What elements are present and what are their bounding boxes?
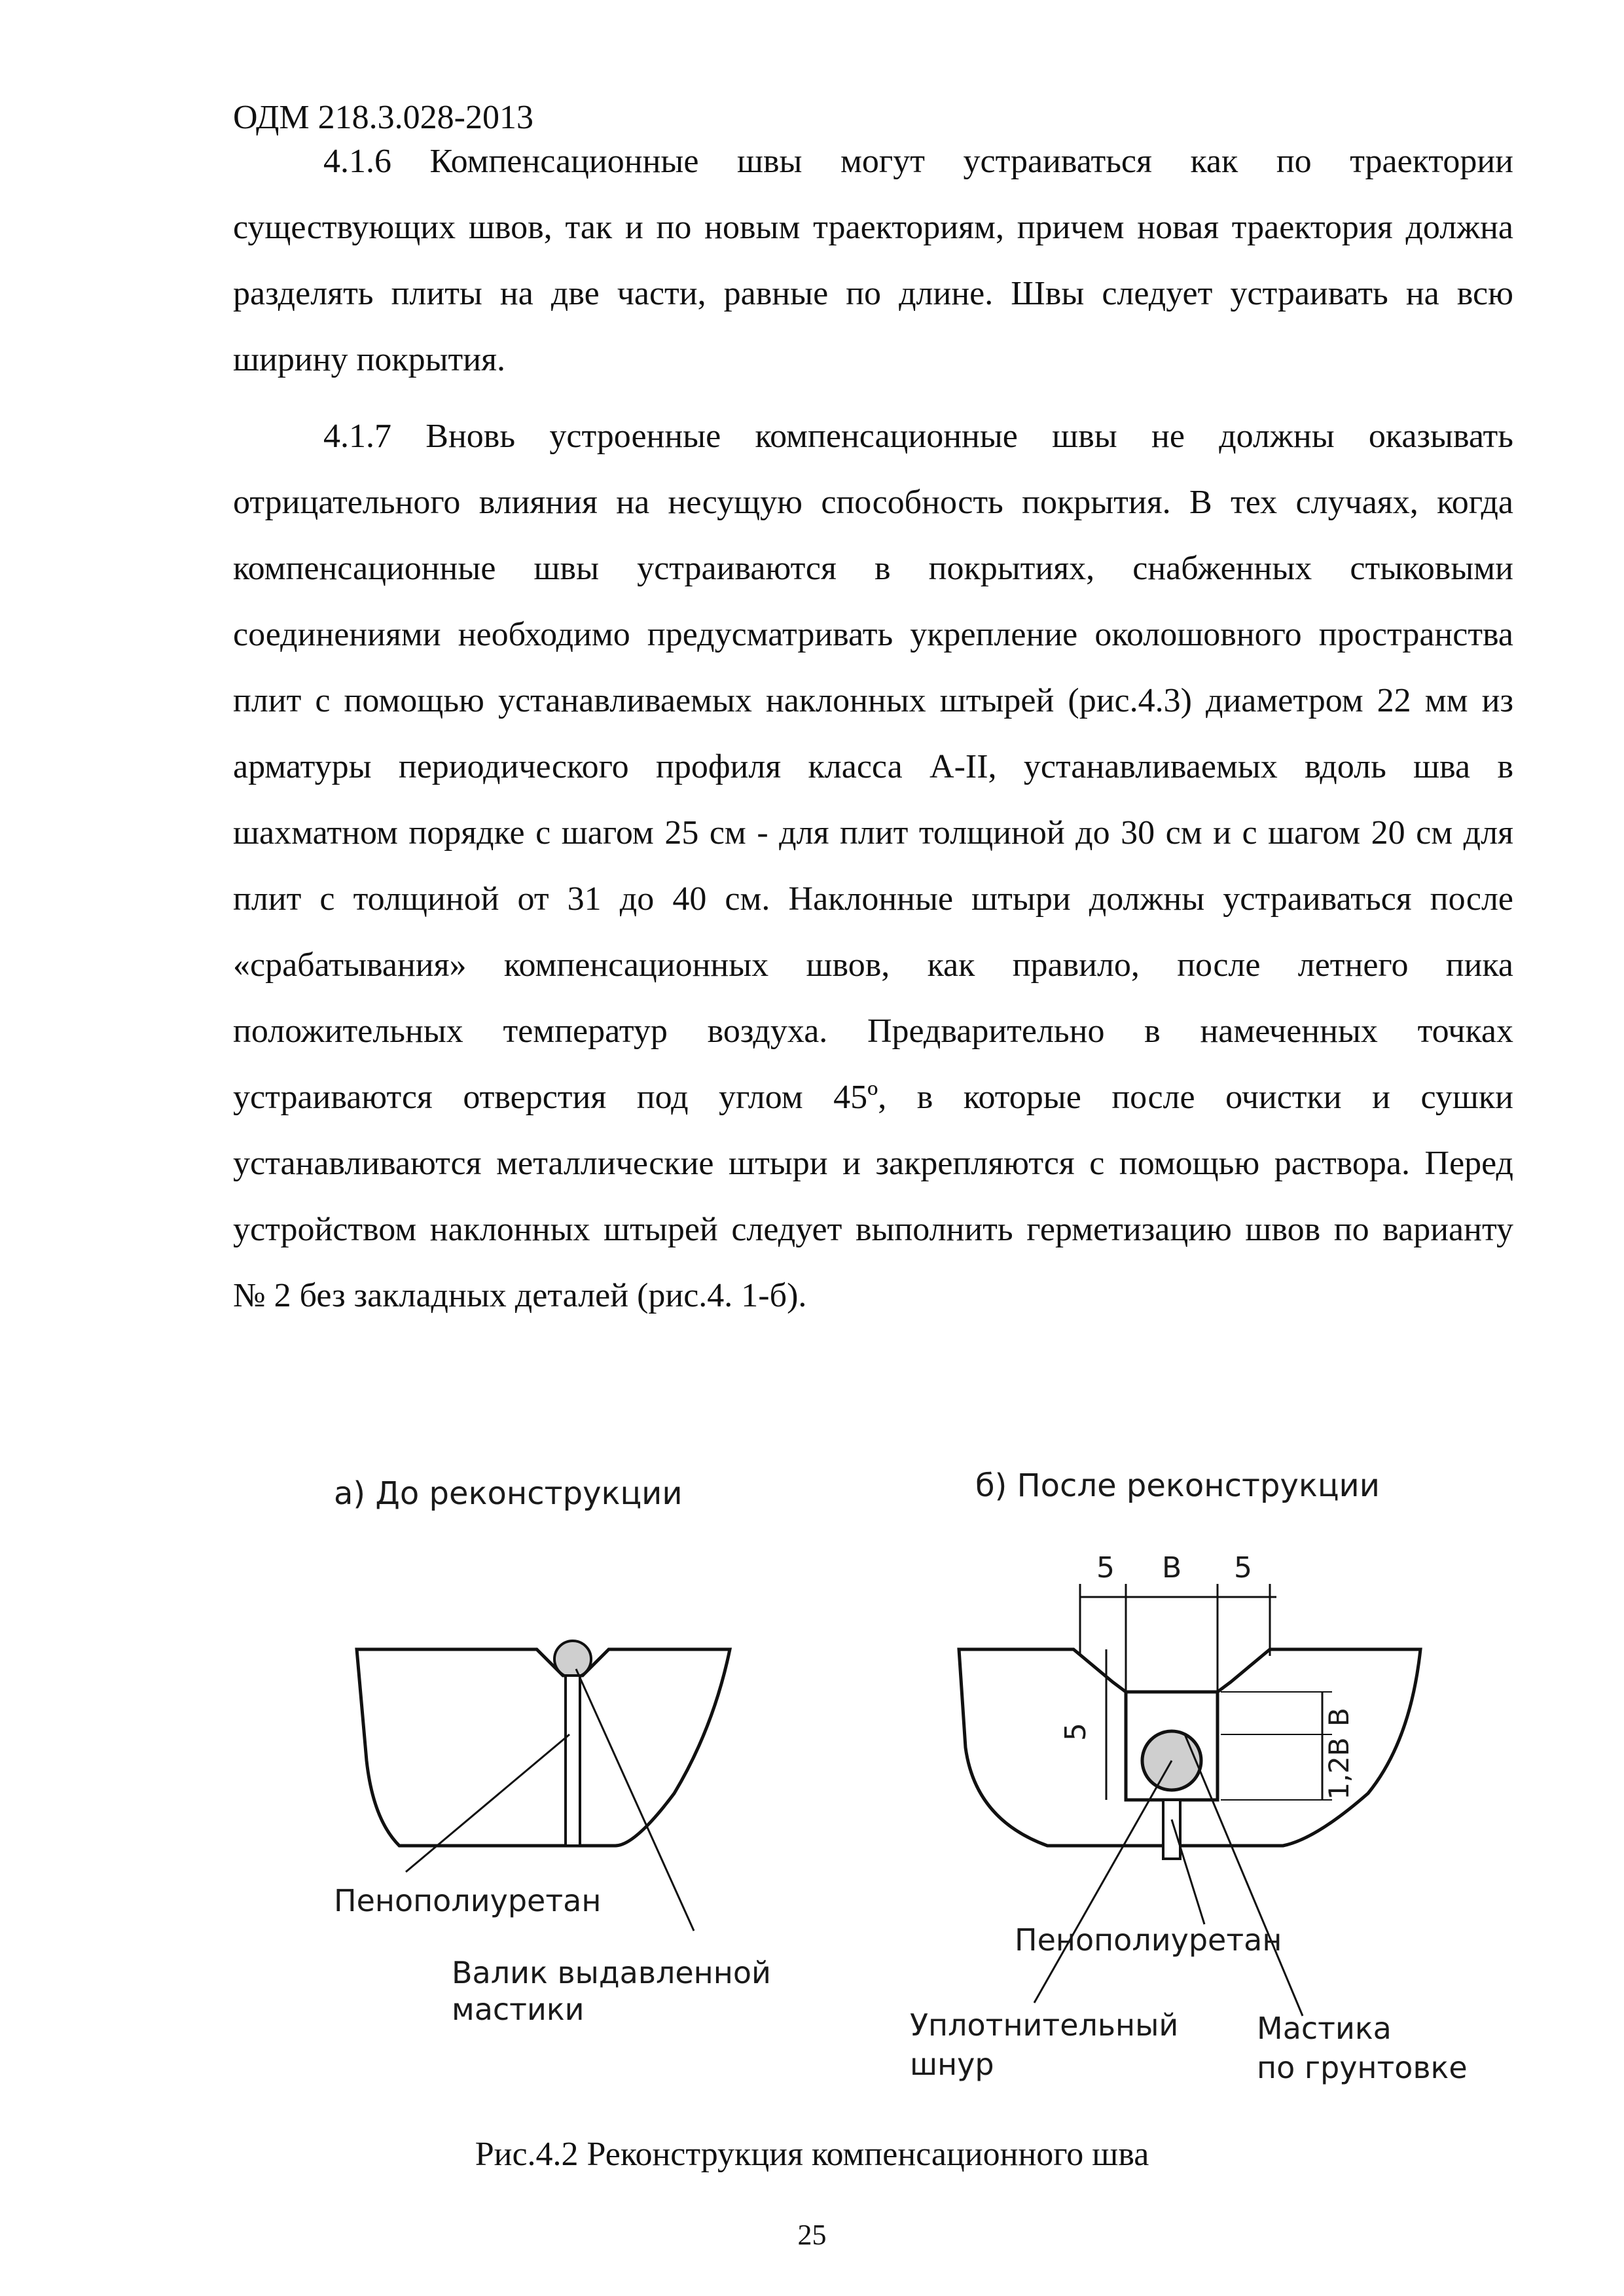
panel-b-leader-cord <box>1034 1761 1172 2003</box>
panel-b-foam-joint <box>1163 1800 1180 1859</box>
panel-b-dim-b: B <box>1323 1708 1355 1727</box>
panel-b-label-cord-line2: шнур <box>910 2047 994 2082</box>
panel-a-mastic-bead <box>554 1641 591 1677</box>
panel-a-title: а) До реконструкции <box>334 1475 683 1512</box>
panel-b-dim-12b: 1,2B <box>1323 1737 1355 1800</box>
panel-b-label-mastic-line2: по грунтовке <box>1257 2050 1468 2085</box>
panel-a-label-bead-line2: мастики <box>452 1992 585 2027</box>
panel-b-label-mastic-line1: Мастика <box>1257 2011 1392 2046</box>
paragraph-text: 4.1.7 Вновь устроенные компенсационные швы не должны оказывать отрицательного влияния на несущую способность покрытия. В тех случаях, когда компенсационные швы устраиваются в покрытиях, снабженных стыковыми соединениями необходимо предусматривать укрепление околошовного пространства плит с помощью устанавливаемых наклонных штырей (рис.4.3) диаметром 22 мм из арматуры периодического профиля класса А-II, устанавливаемых вдоль шва в шахматном порядке с шагом 25 см - для плит толщиной до 30 см и с шагом 20 см для плит с толщиной от 31 до 40 см. Наклонные штыри должны устраиваться после «срабатывания» компенсационных швов, как правило, после летнего пика положительных температур воздуха. Предварительно в намеченных точках устраиваются отверстия под углом 45º, в которые после очистки и сушки устанавливаются металлические штыри и закрепляются с помощью раствора. Перед устройством наклонных штырей следует выполнить герметизацию швов по варианту № 2 без закладных деталей (рис.4. 1-б). <box>233 418 1513 1314</box>
panel-b-leader-mastic <box>1185 1734 1303 2016</box>
panel-b-label-cord-line1: Уплотнительный <box>910 2007 1179 2043</box>
panel-b-dim-depth-label: 5 <box>1059 1723 1092 1741</box>
panel-b-dim-mid: B <box>1162 1551 1182 1585</box>
paragraph-4-1-7 <box>233 403 1513 1329</box>
panel-a-label-foam: Пенополиуретан <box>334 1883 602 1918</box>
panel-b-label-foam: Пенополиуретан <box>1015 1922 1282 1958</box>
page-number: 25 <box>797 2219 827 2251</box>
paragraph-text: 4.1.6 Компенсационные швы могут устраиваться как по траектории существующих швов, так и по новым траекториям, причем новая траектория должна разделять плиты на две части, равные по длине. Швы следует устраивать на всю ширину покрытия. <box>233 143 1513 378</box>
joint-diagram <box>321 1453 1512 2134</box>
paragraph-4-1-6 <box>233 128 1513 393</box>
panel-a-leader-foam <box>406 1734 569 1872</box>
panel-b-dim-right: 5 <box>1234 1551 1252 1585</box>
figure-joint-reconstruction <box>321 1453 1512 2134</box>
figure-caption: Рис.4.2 Реконструкция компенсационного шва <box>475 2136 1149 2173</box>
panel-b-dim-left: 5 <box>1096 1551 1115 1585</box>
panel-a-slab-outline <box>357 1649 730 1846</box>
panel-b-leader-foam <box>1172 1820 1204 1924</box>
panel-b-title: б) После реконструкции <box>975 1467 1380 1504</box>
panel-a-foam-joint <box>566 1676 580 1846</box>
document-code: ОДМ 218.3.028-2013 <box>233 99 533 136</box>
panel-a-label-bead-line1: Валик выдавленной <box>452 1955 771 1990</box>
